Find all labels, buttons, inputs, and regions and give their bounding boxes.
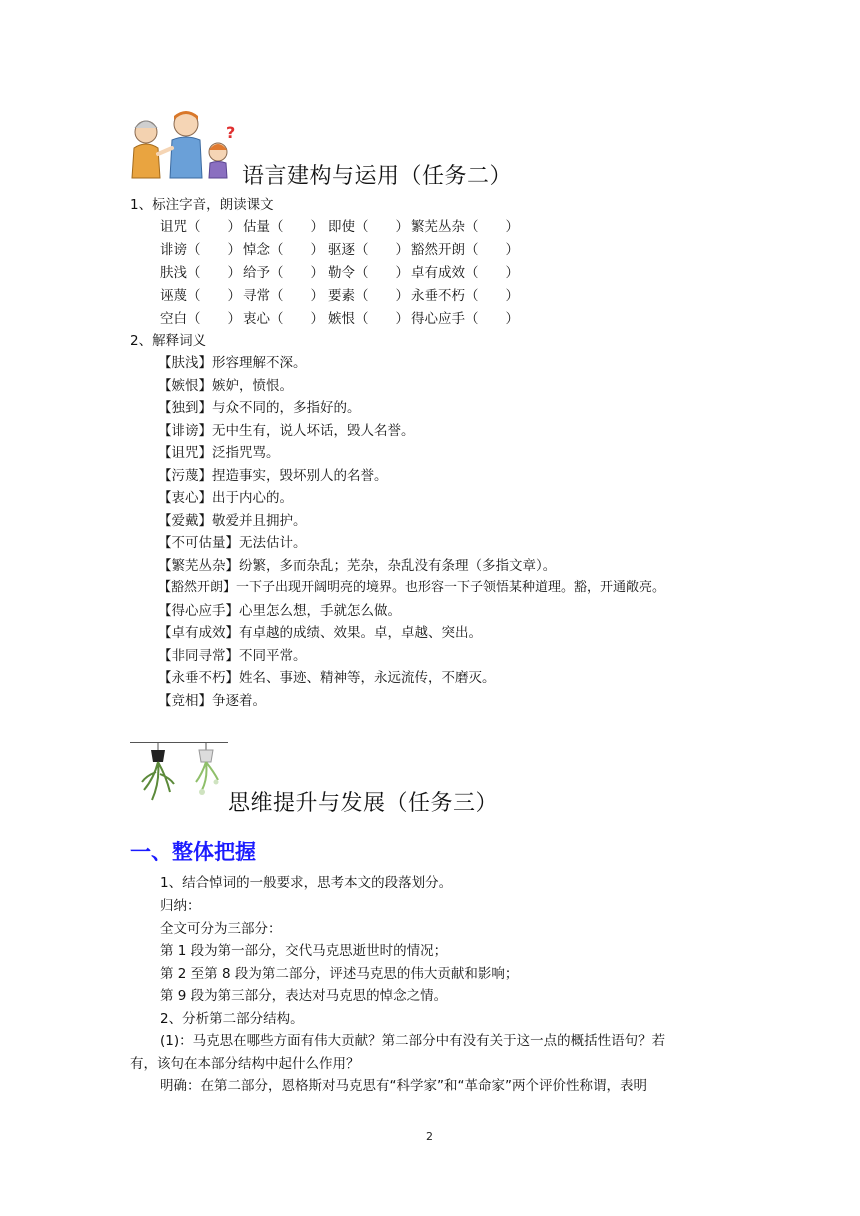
definition-item: 【卓有成效】有卓越的成绩、效果。卓，卓越、突出。: [158, 625, 482, 641]
body-line: 有，该句在本部分结构中起什么作用？: [130, 1056, 360, 1072]
pinyin-cell: 给予（ ）: [243, 265, 324, 281]
pinyin-cell: 衷心（ ）: [243, 311, 324, 327]
pinyin-cell: 诽谤（ ）: [160, 242, 241, 258]
definition-item: 【爱戴】敬爱并且拥护。: [158, 513, 307, 529]
pinyin-cell: 永垂不朽（ ）: [411, 288, 519, 304]
body-line: 归纳：: [160, 898, 201, 914]
section-title-task2: 语言建构与运用（任务二）: [242, 164, 513, 189]
body-line: (1)：马克思在哪些方面有伟大贡献？第二部分中有没有关于这一点的概括性语句？若: [160, 1033, 666, 1049]
family-cartoon-illustration: [128, 108, 240, 180]
definition-item: 【嫉恨】嫉妒，愤恨。: [158, 378, 293, 394]
pinyin-cell: 诅咒（ ）: [160, 219, 241, 235]
question-2-label: 2、解释词义: [130, 333, 207, 349]
pinyin-cell: 驱逐（ ）: [328, 242, 409, 258]
pinyin-cell: 悼念（ ）: [243, 242, 324, 258]
hanging-plants-illustration: [136, 742, 228, 808]
definition-item: 【不可估量】无法估计。: [158, 535, 307, 551]
body-line: 第 1 段为第一部分，交代马克思逝世时的情况；: [160, 943, 448, 959]
pinyin-cell: 诬蔑（ ）: [160, 288, 241, 304]
definition-item: 【非同寻常】不同平常。: [158, 648, 307, 664]
pinyin-cell: 嫉恨（ ）: [328, 311, 409, 327]
definition-item: 【繁芜丛杂】纷繁，多而杂乱；芜杂，杂乱没有条理（多指文章）。: [158, 558, 557, 574]
section-title-task3: 思维提升与发展（任务三）: [228, 791, 499, 816]
pinyin-cell: 豁然开朗（ ）: [411, 242, 519, 258]
page-number: 2: [426, 1130, 433, 1143]
pinyin-cell: 勒令（ ）: [328, 265, 409, 281]
pinyin-cell: 空白（ ）: [160, 311, 241, 327]
definition-item: 【竞相】争逐着。: [158, 693, 266, 709]
definition-item: 【诅咒】泛指咒骂。: [158, 445, 280, 461]
body-line: 第 9 段为第三部分，表达对马克思的悼念之情。: [160, 988, 448, 1004]
pinyin-cell: 卓有成效（ ）: [411, 265, 519, 281]
definition-item: 【污蔑】捏造事实，毁坏别人的名誉。: [158, 468, 388, 484]
definition-item: 【诽谤】无中生有，说人坏话，毁人名誉。: [158, 423, 415, 439]
pinyin-cell: 繁芜丛杂（ ）: [411, 219, 519, 235]
body-line: 明确：在第二部分，恩格斯对马克思有“科学家”和“革命家”两个评价性称谓，表明: [160, 1078, 647, 1094]
pinyin-cell: 估量（ ）: [243, 219, 324, 235]
pinyin-cell: 肤浅（ ）: [160, 265, 241, 281]
body-line: 2、分析第二部分结构。: [160, 1011, 304, 1027]
pinyin-cell: 寻常（ ）: [243, 288, 324, 304]
svg-text:?: ?: [226, 123, 236, 142]
body-line: 1、结合悼词的一般要求，思考本文的段落划分。: [160, 875, 453, 891]
body-line: 第 2 至第 8 段为第二部分，评述马克思的伟大贡献和影响；: [160, 966, 519, 982]
definition-item: 【独到】与众不同的，多指好的。: [158, 400, 361, 416]
pinyin-cell: 得心应手（ ）: [411, 311, 519, 327]
pinyin-cell: 要素（ ）: [328, 288, 409, 304]
body-line: 全文可分为三部分：: [160, 921, 282, 937]
pinyin-cell: 即使（ ）: [328, 219, 409, 235]
definition-item: 【豁然开朗】一下子出现开阔明亮的境界。也形容一下子领悟某种道理。豁，开通敞亮。: [158, 580, 666, 595]
heading-overall-grasp: 一、整体把握: [130, 840, 256, 864]
definition-item: 【永垂不朽】姓名、事迹、精神等，永远流传，不磨灭。: [158, 670, 496, 686]
definition-item: 【肤浅】形容理解不深。: [158, 355, 307, 371]
question-1-label: 1、标注字音，朗读课文: [130, 197, 274, 213]
definition-item: 【衷心】出于内心的。: [158, 490, 293, 506]
definition-item: 【得心应手】心里怎么想，手就怎么做。: [158, 603, 401, 619]
